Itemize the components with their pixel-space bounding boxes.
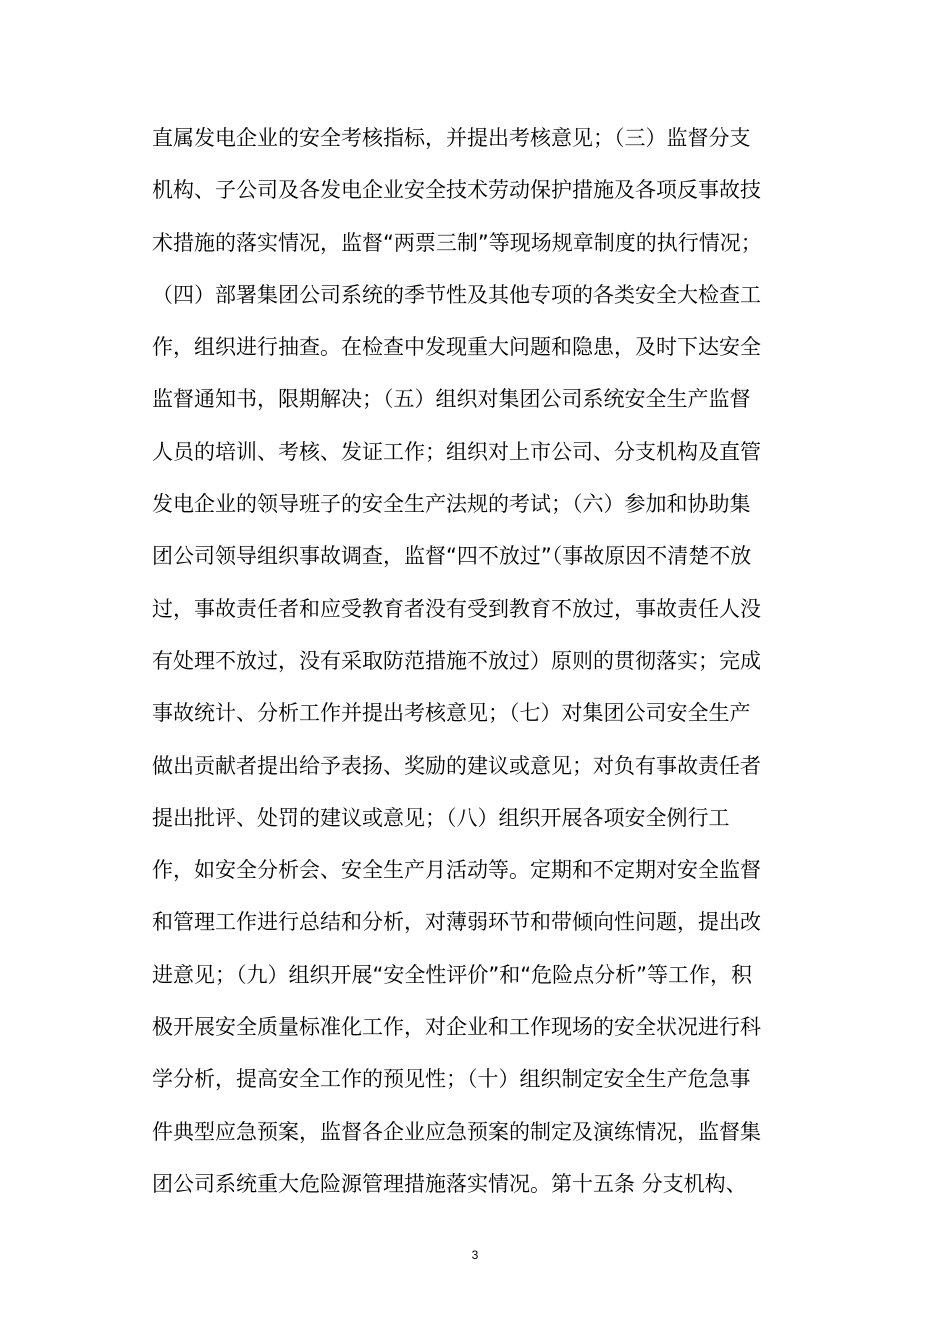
text-line: 作，组织进行抽查。在检查中发现重大问题和隐患，及时下达安全: [152, 335, 761, 360]
text-line: （四）部署集团公司系统的季节性及其他专项的各类安全大检查工: [152, 282, 761, 307]
text-line: 作，如安全分析会、安全生产月活动等。定期和不定期对安全监督: [152, 858, 761, 883]
text-line: 有处理不放过，没有采取防范措施不放过）原则的贯彻落实；完成: [152, 648, 761, 673]
text-line: 直属发电企业的安全考核指标，并提出考核意见；（三）监督分支: [152, 126, 751, 150]
text-line: 团公司系统重大危险源管理措施落实情况。第十五条 分支机构、: [152, 1171, 747, 1196]
text-line: 机构、子公司及各发电企业安全技术劳动保护措施及各项反事故技: [152, 178, 761, 203]
text-line: 和管理工作进行总结和分析，对薄弱环节和带倾向性问题，提出改: [152, 910, 761, 935]
text-line: 提出批评、处罚的建议或意见；（八）组织开展各项安全例行工: [152, 805, 730, 830]
body-text: [152, 112, 812, 1210]
text-line: 进意见；（九）组织开展“安全性评价”和“危险点分析”等工作，积: [152, 962, 753, 987]
page-number: 3: [471, 1248, 479, 1262]
text-line: 事故统计、分析工作并提出考核意见；（七）对集团公司安全生产: [152, 701, 751, 726]
text-line: 件典型应急预案，监督各企业应急预案的制定及演练情况，监督集: [152, 1119, 761, 1144]
text-line: 学分析，提高安全工作的预见性；（十）组织制定安全生产危急事: [152, 1067, 751, 1092]
text-line: 做出贡献者提出给予表扬、奖励的建议或意见；对负有事故责任者: [152, 753, 761, 778]
text-line: 极开展安全质量标准化工作，对企业和工作现场的安全状况进行科: [152, 1015, 761, 1040]
text-line: 发电企业的领导班子的安全生产法规的考试；（六）参加和协助集: [152, 492, 751, 517]
text-line: 人员的培训、考核、发证工作；组织对上市公司、分支机构及直管: [152, 439, 761, 464]
text-line: 监督通知书，限期解决；（五）组织对集团公司系统安全生产监督: [152, 387, 751, 412]
text-line: 术措施的落实情况，监督“两票三制”等现场规章制度的执行情况；: [152, 230, 762, 255]
text-line: 过，事故责任者和应受教育者没有受到教育不放过，事故责任人没: [152, 596, 761, 621]
text-line: 团公司领导组织事故调查，监督“四不放过”（事故原因不清楚不放: [152, 544, 752, 569]
